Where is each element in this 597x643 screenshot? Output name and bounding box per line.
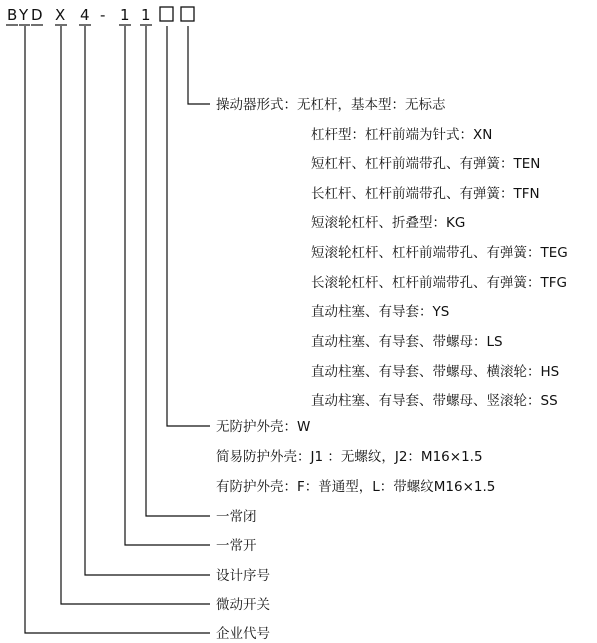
operator-form-header: 操动器形式：无杠杆，基本型：无标志 [216, 97, 446, 113]
enclosure-item: 简易防护外壳：J1 ：无螺纹，J2：M16×1.5 [216, 449, 483, 465]
enclosure-list [216, 418, 495, 495]
bracket-lines [25, 26, 210, 633]
operator-form-item: 短滚轮杠杆、杠杆前端带孔、有弹簧：TEG [311, 245, 568, 261]
contact-nc-label: 一常闭 [216, 509, 257, 525]
code-char-y: Y [19, 6, 29, 24]
contact-no-label: 一常开 [216, 538, 257, 554]
enclosure-item: 有防护外壳：F：普通型，L：带螺纹M16×1.5 [216, 479, 496, 495]
operator-form-item: 直动柱塞、有导套、带螺母：LS [311, 334, 503, 350]
code-char-dash: - [100, 6, 106, 24]
code-char-4: 4 [80, 6, 90, 24]
operator-form-item: 短滚轮杠杆、折叠型：KG [311, 215, 466, 231]
operator-form-list [216, 96, 568, 409]
connector-micro-switch [61, 26, 210, 604]
code-char-1a: 1 [120, 6, 130, 24]
operator-form-item: 直动柱塞、有导套、带螺母、横滚轮：HS [311, 364, 560, 380]
placeholder-box-2 [181, 7, 194, 21]
connector-design-no [85, 26, 210, 575]
operator-form-item: 短杠杆、杠杆前端带孔、有弹簧：TEN [311, 156, 541, 172]
code-char-b: B [7, 6, 18, 24]
connector-operator-form [188, 26, 210, 104]
model-code [7, 6, 194, 24]
operator-form-item: 杠杆型：杠杆前端为针式：XN [311, 127, 493, 143]
connector-contact-nc [146, 26, 210, 516]
code-char-x: X [55, 6, 66, 24]
design-no-label: 设计序号 [216, 568, 270, 584]
code-char-1b: 1 [141, 6, 151, 24]
placeholder-box-1 [160, 7, 173, 21]
company-code-label: 企业代号 [216, 626, 270, 642]
operator-form-item: 长杠杆、杠杆前端带孔、有弹簧：TFN [311, 186, 540, 202]
operator-form-item: 长滚轮杠杆、杠杆前端带孔、有弹簧：TFG [311, 275, 567, 291]
connector-company-code [25, 26, 210, 633]
enclosure-item: 无防护外壳：W [216, 419, 311, 435]
micro-switch-label: 微动开关 [216, 597, 270, 613]
operator-form-item: 直动柱塞、有导套：YS [311, 304, 450, 320]
operator-form-item: 直动柱塞、有导套、带螺母、竖滚轮：SS [311, 393, 558, 409]
code-char-d: D [31, 6, 43, 24]
